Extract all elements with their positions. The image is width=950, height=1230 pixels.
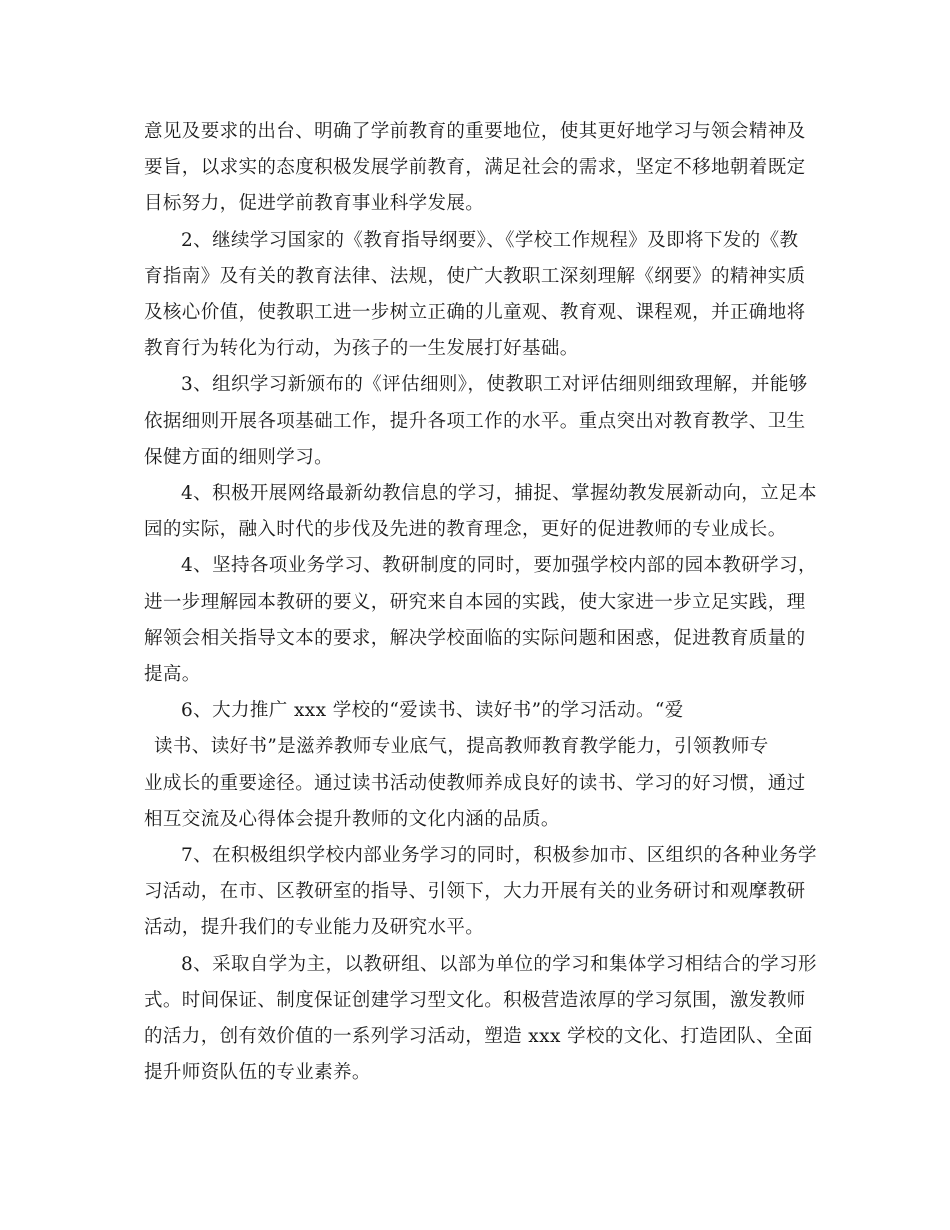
paragraph-item-2 (144, 223, 809, 368)
paragraph-item-4a (144, 476, 817, 548)
paragraph-item-6-continued (144, 729, 809, 838)
text-line: 7、在积极组织学校内部业务学习的同时，积极参加市、区组织的各种业务学 (181, 845, 817, 867)
text-line: 教育行为转化为行动，为孩子的一生发展打好基础。 (144, 338, 579, 360)
text-line: 的活力，创有效价值的一系列学习活动，塑造 xxx 学校的文化、打造团队、全面 (144, 1026, 813, 1048)
text-line: 园的实际，融入时代的步伐及先进的教育理念，更好的促进教师的专业成长。 (144, 519, 787, 541)
text-line: 提高。 (144, 664, 201, 686)
paragraph-item-3 (144, 367, 809, 476)
text-line: 目标努力，促进学前教育事业科学发展。 (144, 193, 485, 215)
text-line: 业成长的重要途径。通过读书活动使教师养成良好的读书、学习的好习惯，通过 (144, 772, 806, 794)
paragraph-item-6 (144, 693, 809, 729)
text-line: 保健方面的细则学习。 (144, 446, 334, 468)
text-line: 4、积极开展网络最新幼教信息的学习，捕捉、掌握幼教发展新动向，立足本 (181, 483, 817, 505)
text-line: 要旨，以求实的态度积极发展学前教育，满足社会的需求，坚定不移地朝着既定 (144, 157, 806, 179)
text-line: 2、继续学习国家的《教育指导纲要》、《学校工作规程》及即将下发的《教 (181, 229, 799, 251)
paragraph-item-8 (144, 947, 817, 1092)
text-line: 解领会相关指导文本的要求，解决学校面临的实际问题和困惑，促进教育质量的 (144, 627, 806, 649)
text-line: 8、采取自学为主，以教研组、以部为单位的学习和集体学习相结合的学习形 (181, 953, 817, 975)
text-line: 习活动，在市、区教研室的指导、引领下，大力开展有关的业务研讨和观摩教研 (144, 881, 806, 903)
text-line: 依据细则开展各项基础工作，提升各项工作的水平。重点突出对教育教学、卫生 (144, 410, 806, 432)
document-body (144, 114, 817, 1091)
paragraph-continuation (144, 114, 809, 223)
text-line: 进一步理解园本教研的要义，研究来自本园的实践，使大家进一步立足实践，理 (144, 591, 806, 613)
text-line: 4、坚持各项业务学习、教研制度的同时，要加强学校内部的园本教研学习， (181, 555, 817, 577)
text-line: 式。时间保证、制度保证创建学习型文化。积极营造浓厚的学习氛围，激发教师 (144, 989, 806, 1011)
text-line: 及核心价值，使教职工进一步树立正确的儿童观、教育观、课程观，并正确地将 (144, 302, 806, 324)
text-line: 活动，提升我们的专业能力及研究水平。 (144, 917, 485, 939)
text-line: 育指南》及有关的教育法律、法规，使广大教职工深刻理解《纲要》的精神实质 (144, 265, 806, 287)
text-line: 相互交流及心得体会提升教师的文化内涵的品质。 (144, 808, 560, 830)
text-line: 意见及要求的出台、明确了学前教育的重要地位，使其更好地学习与领会精神及 (144, 121, 806, 142)
paragraph-item-4b (144, 548, 817, 693)
text-line: 3、组织学习新颁布的《评估细则》，使教职工对评估细则细致理解，并能够 (181, 374, 808, 396)
paragraph-item-7 (144, 838, 817, 947)
text-line: 读书、读好书”是滋养教师专业底气，提高教师教育教学能力，引领教师专 (154, 736, 769, 758)
text-line: 提升师资队伍的专业素养。 (144, 1062, 371, 1084)
text-line: 6、大力推广 xxx 学校的“爱读书、读好书”的学习活动。“爱 (181, 700, 684, 722)
